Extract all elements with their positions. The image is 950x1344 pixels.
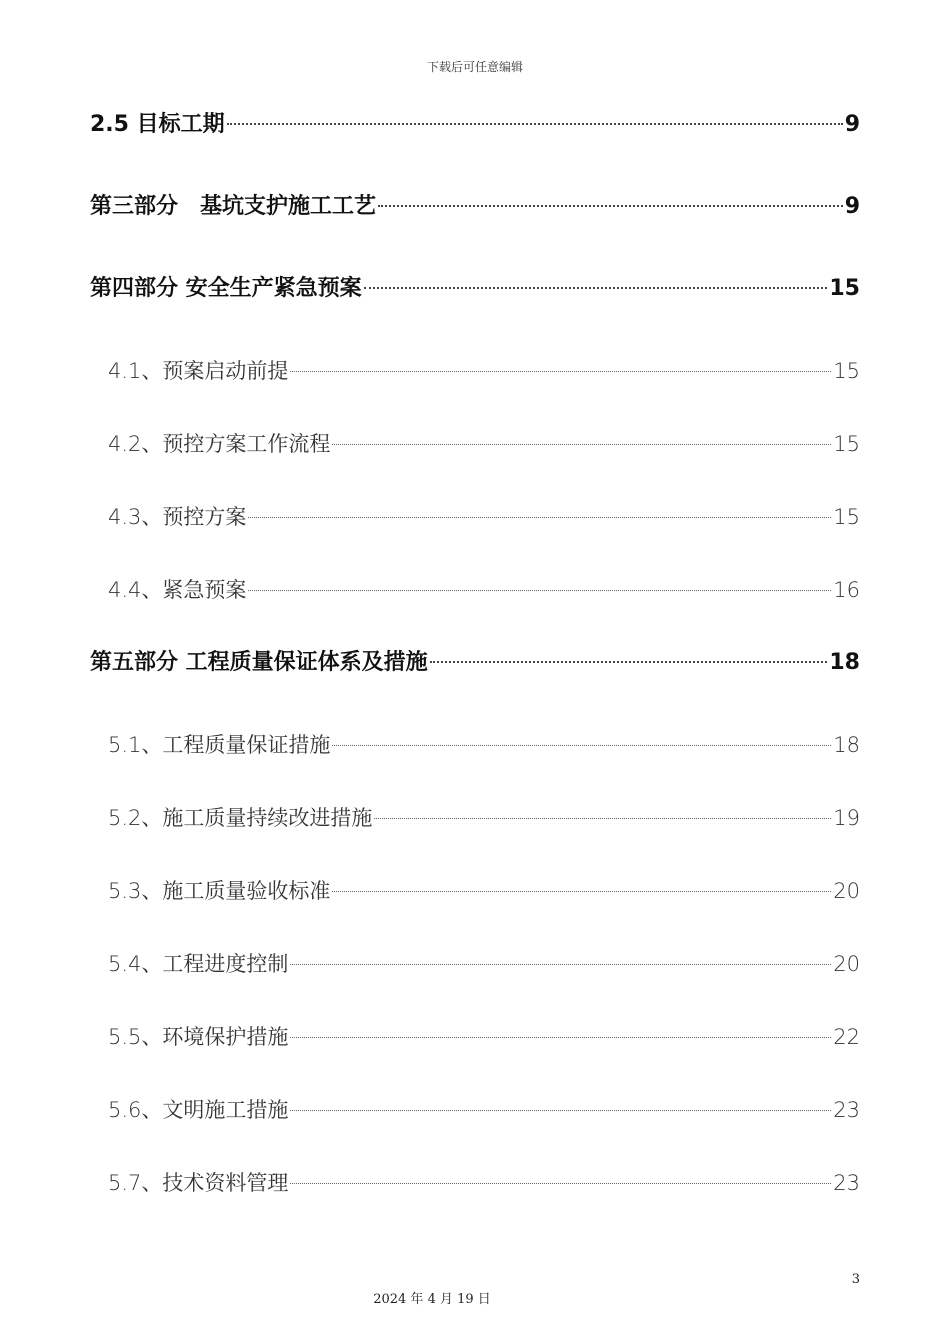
dot-leader xyxy=(248,590,831,591)
dot-leader xyxy=(248,517,831,518)
toc-entry-label: 5.5、环境保护措施 xyxy=(108,1025,289,1049)
toc-entry-page: 9 xyxy=(844,112,860,137)
toc-entry-page: 23 xyxy=(833,1098,860,1122)
toc-entry-page: 20 xyxy=(833,952,860,976)
toc-entry[interactable] xyxy=(90,871,860,944)
toc-entry-page: 18 xyxy=(829,650,860,675)
toc-entry-label: 5.6、文明施工措施 xyxy=(108,1098,289,1122)
dot-leader xyxy=(430,661,828,663)
header-note: 下载后可任意编辑 xyxy=(426,60,523,74)
toc-entry-label: 5.4、工程进度控制 xyxy=(108,952,289,976)
toc-entry[interactable] xyxy=(90,424,860,497)
toc-entry[interactable] xyxy=(90,570,860,643)
toc-entry-label: 5.2、施工质量持续改进措施 xyxy=(108,806,373,830)
toc-entry[interactable] xyxy=(90,798,860,871)
toc-entry[interactable] xyxy=(90,643,860,725)
toc-entry-label: 4.4、紧急预案 xyxy=(108,578,247,602)
toc-entry-page: 15 xyxy=(829,276,860,301)
footer-date: 2024 年 4 月 19 日 xyxy=(373,1292,491,1307)
toc-entry-label: 4.1、预案启动前提 xyxy=(108,359,289,383)
table-of-contents xyxy=(90,105,860,1236)
dot-leader xyxy=(290,1110,831,1111)
toc-entry[interactable] xyxy=(90,187,860,269)
dot-leader xyxy=(290,1037,831,1038)
toc-entry-label: 第五部分 工程质量保证体系及措施 xyxy=(90,650,428,675)
toc-entry-page: 18 xyxy=(833,733,860,757)
dot-leader xyxy=(332,891,831,892)
dot-leader xyxy=(374,818,831,819)
page-number: 3 xyxy=(851,1272,860,1287)
toc-entry[interactable] xyxy=(90,351,860,424)
dot-leader xyxy=(332,745,831,746)
toc-entry[interactable] xyxy=(90,1163,860,1236)
toc-entry-label: 第三部分 基坑支护施工工艺 xyxy=(90,194,377,219)
toc-entry-label: 4.3、预控方案 xyxy=(108,505,247,529)
toc-entry-page: 20 xyxy=(833,879,860,903)
toc-entry-page: 19 xyxy=(833,806,860,830)
dot-leader xyxy=(332,444,831,445)
toc-entry-label: 5.7、技术资料管理 xyxy=(108,1171,289,1195)
toc-entry-label: 4.2、预控方案工作流程 xyxy=(108,432,331,456)
toc-entry[interactable] xyxy=(90,944,860,1017)
toc-entry-label: 5.3、施工质量验收标准 xyxy=(108,879,331,903)
toc-entry-page: 16 xyxy=(833,578,860,602)
toc-entry[interactable] xyxy=(90,1017,860,1090)
toc-entry-page: 9 xyxy=(844,194,860,219)
dot-leader xyxy=(290,1183,831,1184)
dot-leader xyxy=(227,123,843,125)
dot-leader xyxy=(290,371,831,372)
dot-leader xyxy=(378,205,843,207)
toc-entry[interactable] xyxy=(90,269,860,351)
toc-entry-page: 15 xyxy=(833,505,860,529)
toc-entry-page: 15 xyxy=(833,359,860,383)
toc-entry-label: 2.5 目标工期 xyxy=(90,112,225,137)
toc-entry[interactable] xyxy=(90,497,860,570)
toc-entry-page: 23 xyxy=(833,1171,860,1195)
toc-entry[interactable] xyxy=(90,105,860,187)
toc-entry-page: 22 xyxy=(833,1025,860,1049)
toc-entry[interactable] xyxy=(90,1090,860,1163)
dot-leader xyxy=(290,964,831,965)
toc-entry-label: 5.1、工程质量保证措施 xyxy=(108,733,331,757)
toc-entry-label: 第四部分 安全生产紧急预案 xyxy=(90,276,362,301)
dot-leader xyxy=(364,287,828,289)
toc-entry[interactable] xyxy=(90,725,860,798)
toc-entry-page: 15 xyxy=(833,432,860,456)
